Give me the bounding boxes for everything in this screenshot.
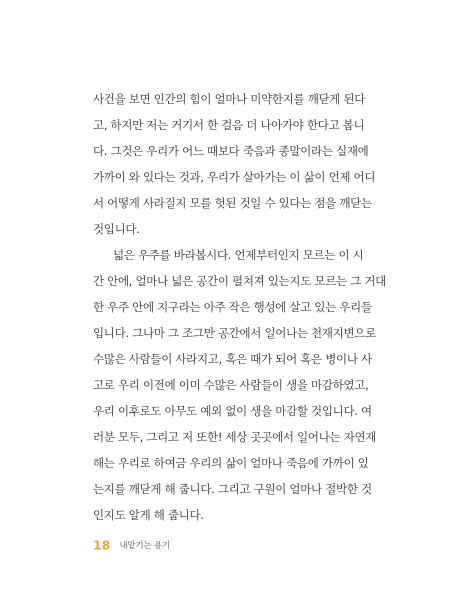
page-number: 18 xyxy=(93,537,111,553)
text-line: 다. 그것은 우리가 어느 때보다 죽음과 종말이라는 실재에 xyxy=(93,144,369,158)
text-line: 입니다. 그나마 그 조그만 공간에서 일어나는 천재지변으로 xyxy=(93,326,376,340)
text-line: 서 어떻게 사라질지 모를 헛된 것일 수 있다는 점을 깨닫는 xyxy=(93,196,372,210)
text-line: 러분 모두, 그리고 저 또한! 세상 곳곳에서 일어나는 자연재 xyxy=(93,430,377,444)
text-line: 는지를 깨닫게 해 줍니다. 그리고 구원이 얼마나 절박한 것 xyxy=(93,482,372,496)
paragraph-start-line: 넓은 우주를 바라봅시다. 언제부터인지 모르는 이 시 xyxy=(113,248,364,262)
text-line: 수많은 사람들이 사라지고, 혹은 때가 되어 혹은 병이나 사 xyxy=(93,352,372,366)
text-line: 우리 이후로도 아무도 예외 없이 생을 마감할 것입니다. 여 xyxy=(93,404,372,418)
running-title: 내맡기는 용기 xyxy=(119,540,171,551)
text-line: 해는 우리로 하여금 우리의 삶이 얼마나 죽음에 가까이 있 xyxy=(93,456,369,470)
text-line: 한 우주 안에 지구라는 아주 작은 행성에 살고 있는 우리들 xyxy=(93,300,372,314)
text-line: 간 안에, 얼마나 넓은 공간이 펼쳐져 있는지도 모르는 그 거대 xyxy=(93,274,386,288)
text-line: 사건을 보면 인간의 힘이 얼마나 미약한지를 깨닫게 된다 xyxy=(93,92,366,106)
page-footer xyxy=(93,537,170,553)
text-line: 인지도 알게 해 줍니다. xyxy=(93,508,204,522)
body-text xyxy=(93,86,386,528)
text-line: 것입니다. xyxy=(93,222,140,236)
text-line: 고로 우리 이전에 이미 수많은 사람들이 생을 마감하였고, xyxy=(93,378,369,392)
text-line: 가까이 와 있다는 것과, 우리가 살아가는 이 삶이 언제 어디 xyxy=(93,170,376,184)
text-line: 고, 하지만 저는 거기서 한 걸음 더 나아가야 한다고 봅니 xyxy=(93,118,365,132)
